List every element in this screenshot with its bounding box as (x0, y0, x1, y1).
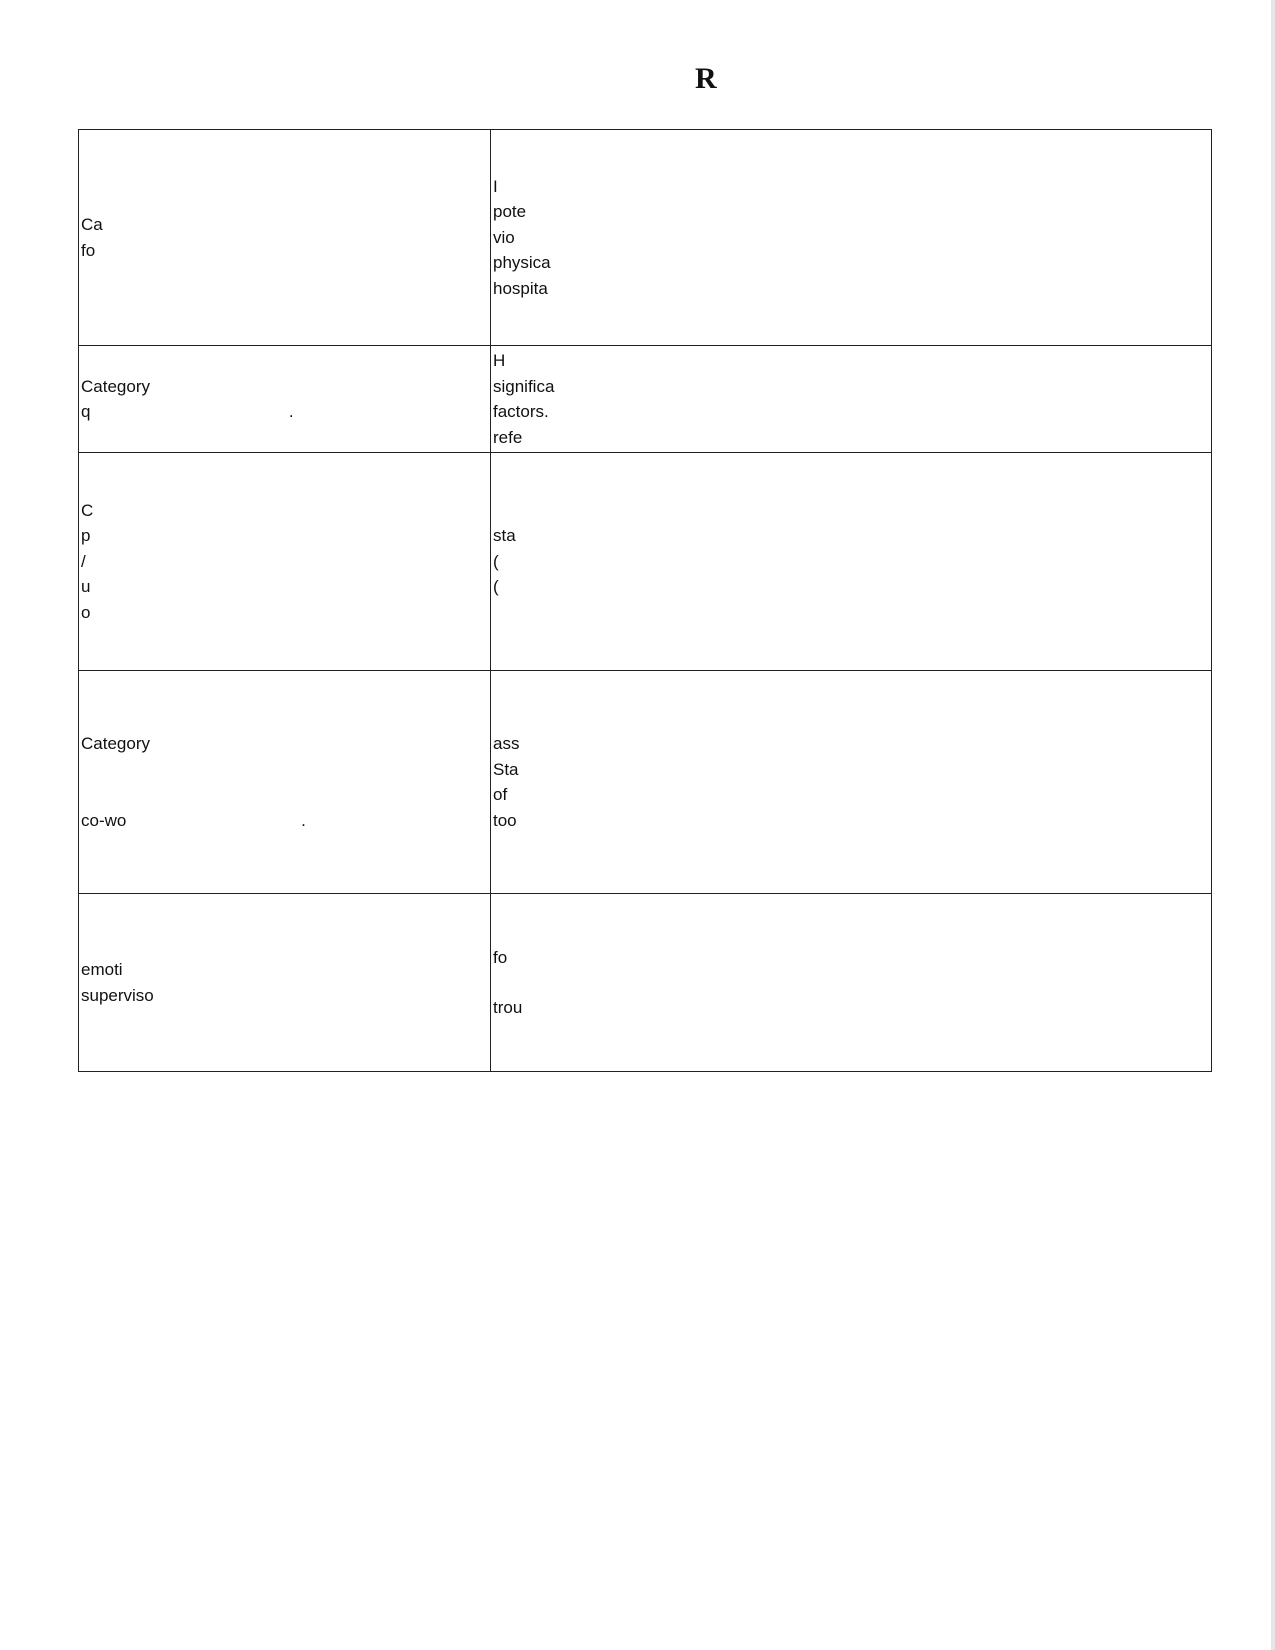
cell-line: p (81, 526, 91, 546)
table-cell-left (79, 453, 491, 671)
cell-line: Category (81, 734, 150, 753)
cell-line: superviso (81, 985, 154, 1005)
table-cell-right (491, 894, 1212, 1072)
table-cell-left (79, 894, 491, 1072)
cell-line: Category (81, 376, 150, 396)
cell-line: hospita (493, 278, 548, 298)
table-cell-right (491, 453, 1212, 671)
table-cell-left (79, 130, 491, 346)
cell-line: of (493, 785, 508, 804)
cell-line: pote (493, 202, 527, 222)
table-row (79, 346, 1212, 453)
table-cell-left (79, 671, 491, 894)
cell-line: Sta (493, 759, 519, 779)
cell-line: I (493, 176, 498, 196)
cell-line: co-wo . (81, 810, 306, 830)
table-cell-right (491, 346, 1212, 453)
table-row (79, 894, 1212, 1072)
cell-line: ( (493, 551, 499, 571)
cell-line: sta (493, 526, 516, 546)
cell-line: significa (493, 376, 555, 396)
table-row (79, 671, 1212, 894)
table-row (79, 130, 1212, 346)
cell-line: vio (493, 227, 515, 247)
cell-line: fo (81, 240, 96, 260)
category-table (78, 129, 1212, 1072)
table-row (79, 453, 1212, 671)
cell-line: emoti (81, 960, 123, 979)
cell-line: refe (493, 427, 523, 447)
table-cell-right (491, 130, 1212, 346)
cell-line: ( (493, 577, 499, 597)
cell-line: / (81, 551, 86, 571)
page-heading: R (695, 62, 717, 95)
cell-line: fo (493, 947, 508, 967)
table-cell-right (491, 671, 1212, 894)
cell-line: u (81, 577, 91, 597)
cell-line: q . (81, 402, 294, 421)
cell-line: Ca (81, 215, 103, 234)
scan-edge-shadow (1271, 0, 1275, 1650)
cell-line: physica (493, 253, 551, 273)
cell-line: C (81, 500, 94, 520)
cell-line: factors. (493, 402, 549, 421)
cell-line: o (81, 602, 91, 622)
cell-line: trou (493, 998, 523, 1017)
cell-line: ass (493, 734, 520, 753)
cell-line: too (493, 810, 517, 830)
cell-line: H (493, 351, 506, 370)
table-cell-left (79, 346, 491, 453)
